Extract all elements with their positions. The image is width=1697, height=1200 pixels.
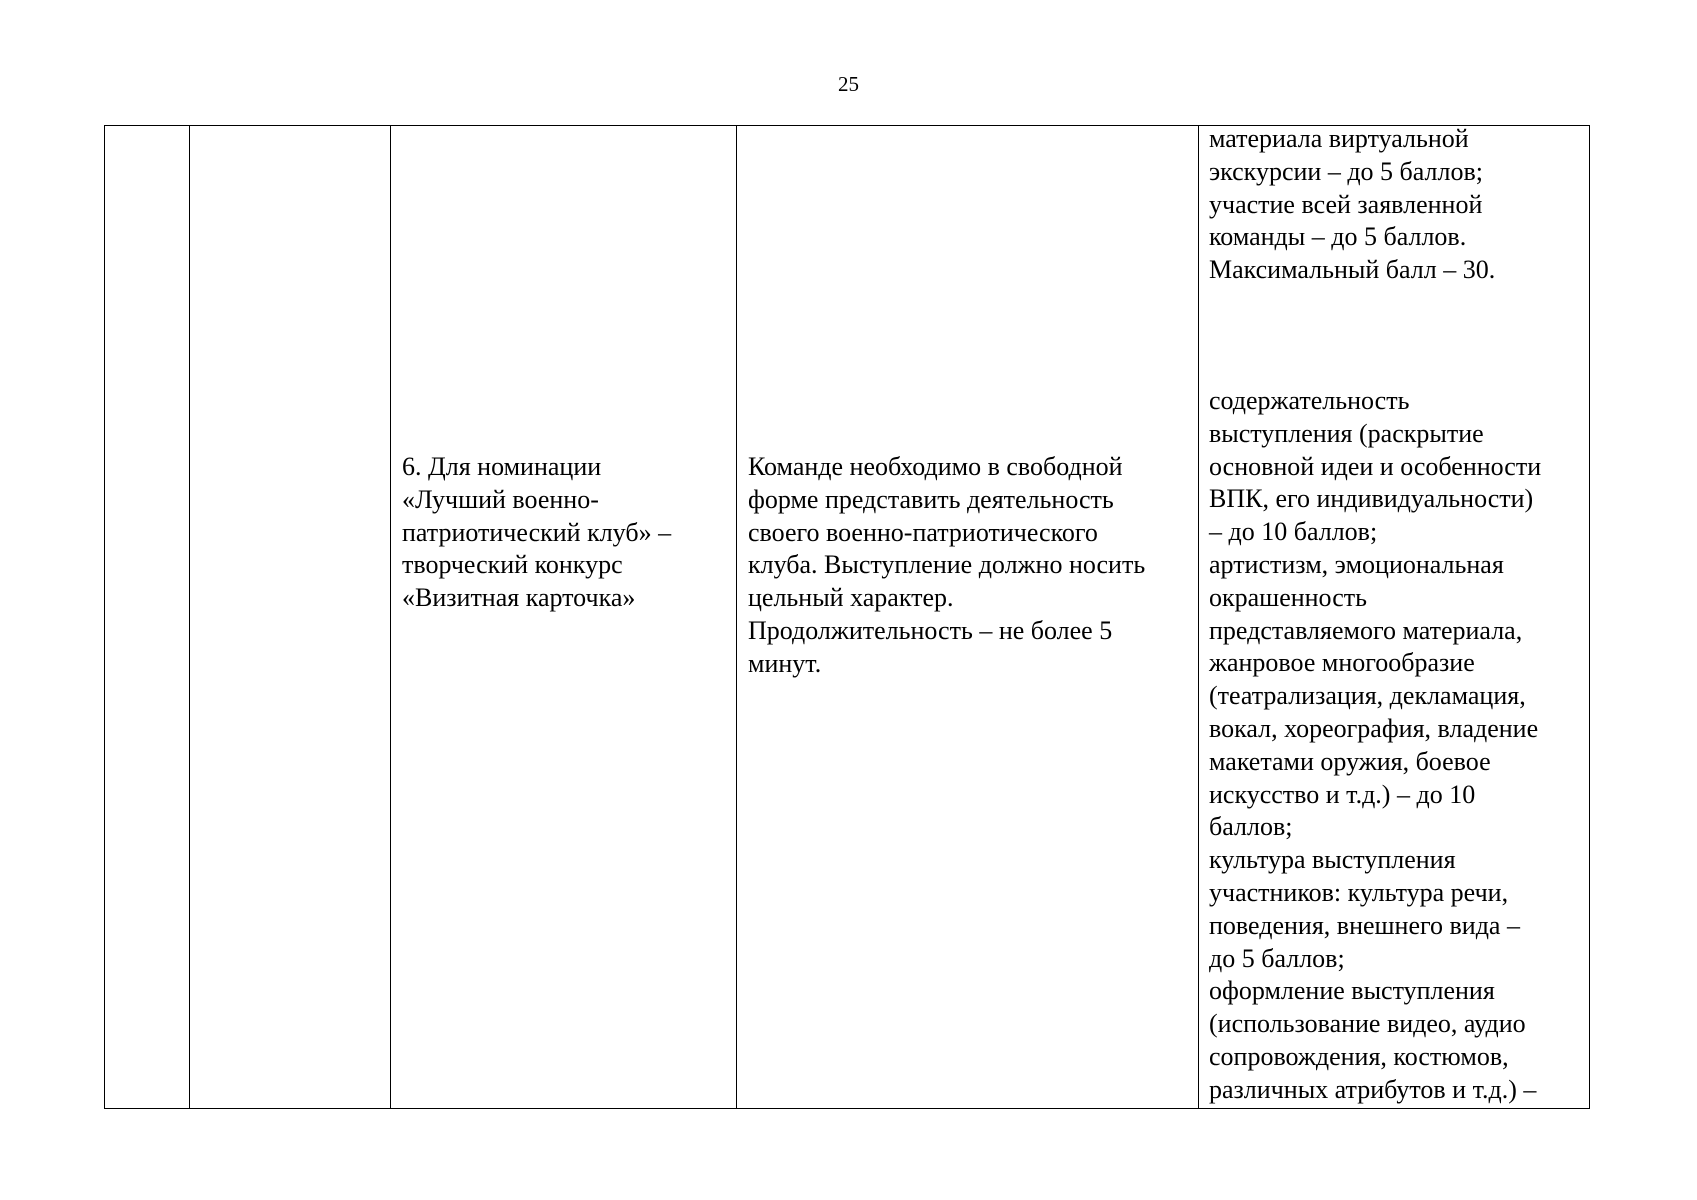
criteria-line: жанровое многообразие (1209, 648, 1475, 678)
criteria-line: артистизм, эмоциональная (1209, 549, 1504, 579)
criteria-line: ВПК, его индивидуальности) (1209, 484, 1534, 514)
page-number: 25 (838, 72, 859, 96)
description-cell (748, 451, 1145, 681)
description-line: клуба. Выступление должно носить (748, 550, 1146, 580)
criteria-line: поведения, внешнего вида – (1209, 910, 1520, 940)
description-line: своего военно-патриотического (748, 517, 1098, 547)
description-line: форме представить деятельность (748, 484, 1114, 514)
criteria-line: (театрализация, декламация, (1209, 681, 1526, 711)
criteria-line: баллов; (1209, 812, 1293, 842)
criteria-line: основной идеи и особенности (1209, 451, 1542, 481)
criteria-line: экскурсии – до 5 баллов; (1209, 156, 1483, 186)
criteria-line: искусство и т.д.) – до 10 (1209, 779, 1476, 809)
column-divider (1198, 126, 1199, 1108)
criteria-line: команды – до 5 баллов. (1209, 222, 1467, 252)
criteria-line: представляемого материала, (1209, 615, 1523, 645)
description-line: Команде необходимо в свободной (748, 452, 1123, 481)
criteria-line: до 5 баллов; (1209, 943, 1345, 973)
criteria-line: участников: культура речи, (1209, 877, 1509, 907)
competition-table (104, 125, 1590, 1109)
criteria-line: – до 10 баллов; (1209, 517, 1378, 547)
description-line: Продолжительность – не более 5 (748, 615, 1113, 645)
criteria-line: содержательность (1209, 386, 1410, 415)
column-divider (736, 126, 737, 1108)
nomination-line: патриотический клуб» – (402, 517, 672, 547)
nomination-line: «Лучший военно- (402, 484, 599, 514)
criteria-line: участие всей заявленной (1209, 189, 1483, 219)
criteria-line: Максимальный балл – 30. (1209, 255, 1496, 285)
criteria-line: сопровождения, костюмов, (1209, 1041, 1509, 1071)
description-line: цельный характер. (748, 583, 954, 613)
criteria-line: вокал, хореография, владение (1209, 713, 1539, 743)
criteria-line: окрашенность (1209, 582, 1367, 612)
criteria-line: различных атрибутов и т.д.) – (1209, 1074, 1537, 1104)
criteria-line: материала виртуальной (1209, 124, 1469, 153)
criteria-cell-continued (1209, 123, 1495, 287)
column-divider (390, 126, 391, 1108)
criteria-line: (использование видео, аудио (1209, 1009, 1526, 1039)
description-line: минут. (748, 648, 822, 678)
criteria-line: оформление выступления (1209, 976, 1495, 1006)
criteria-cell (1209, 385, 1541, 1107)
column-divider (189, 126, 190, 1108)
nomination-line: «Визитная карточка» (402, 583, 636, 613)
nomination-line: 6. Для номинации (402, 452, 602, 481)
nomination-line: творческий конкурс (402, 550, 623, 580)
nomination-cell (402, 451, 671, 615)
criteria-line: культура выступления (1209, 845, 1456, 875)
criteria-line: макетами оружия, боевое (1209, 746, 1491, 776)
criteria-line: выступления (раскрытие (1209, 418, 1484, 448)
